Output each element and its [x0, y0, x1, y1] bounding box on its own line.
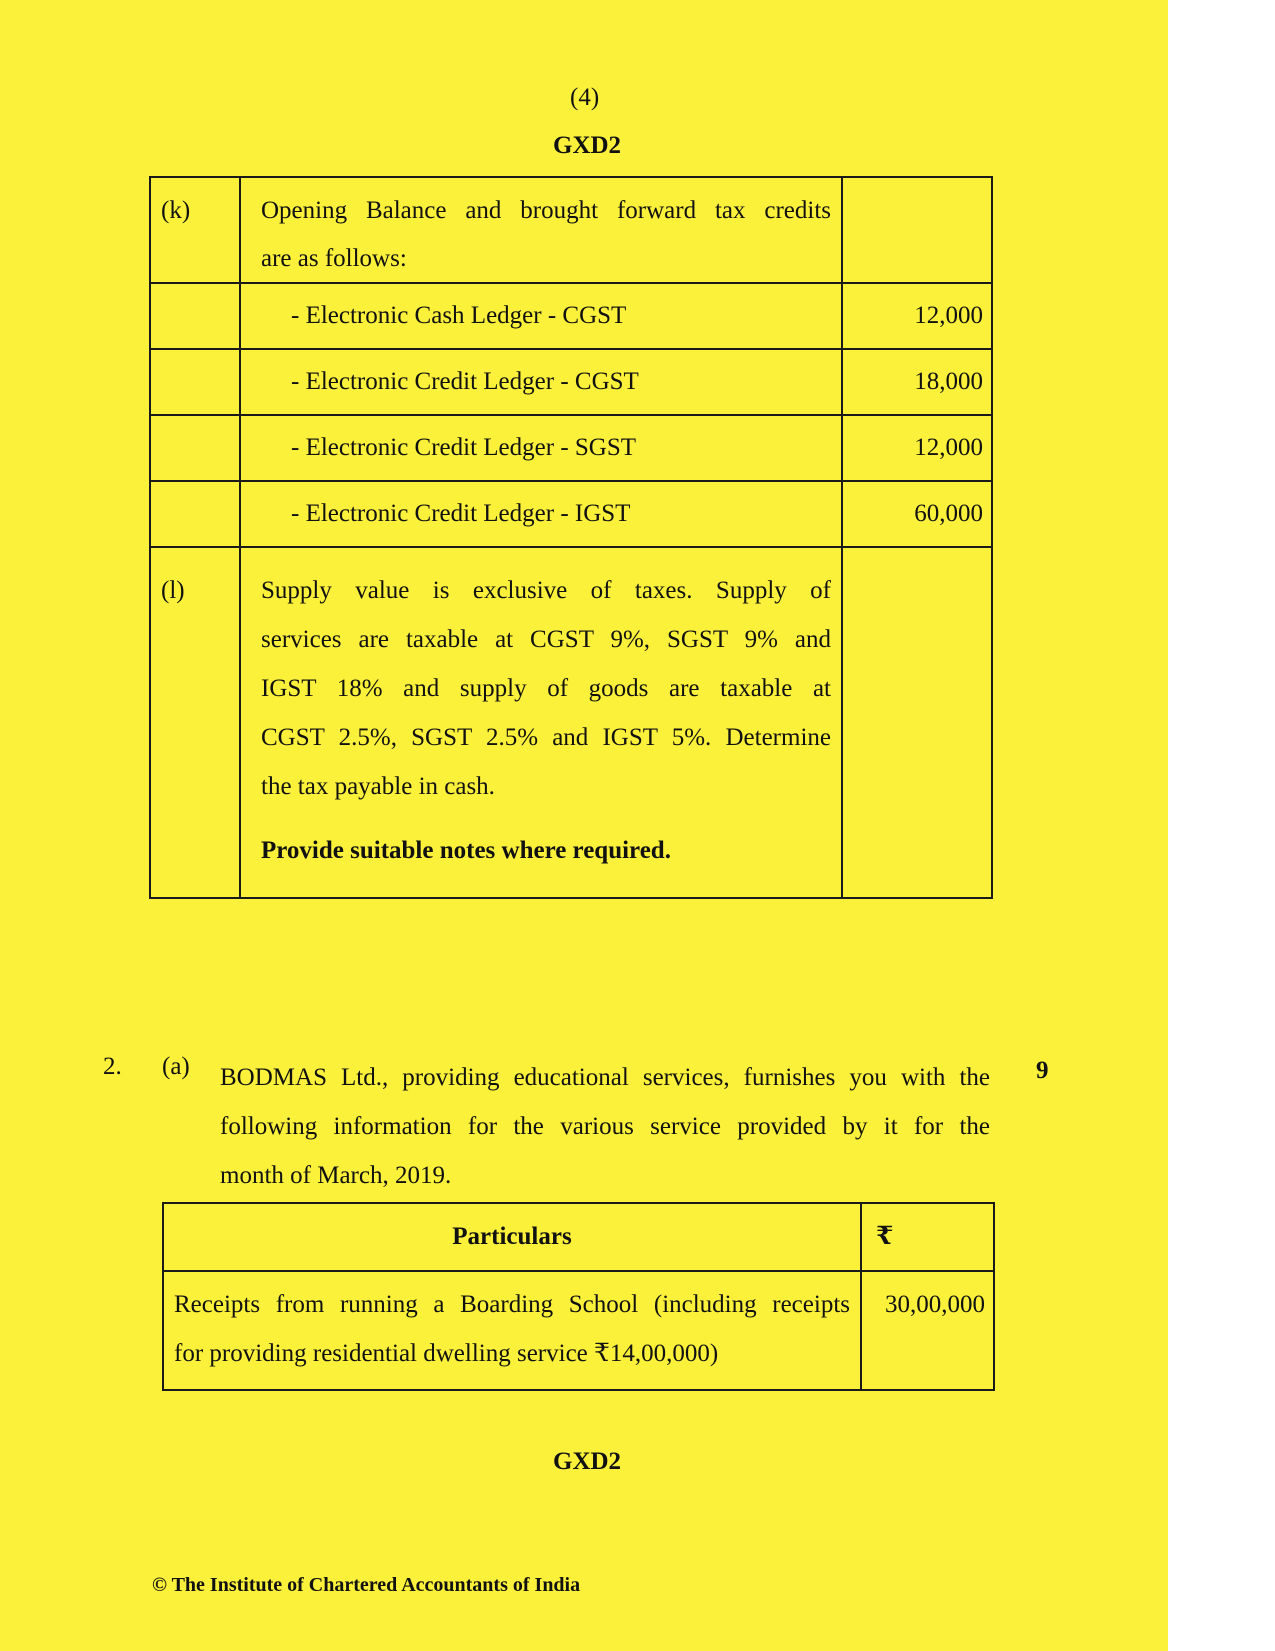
ledger-amount: 12,000 [914, 302, 983, 329]
ledger-amount: 12,000 [914, 434, 983, 461]
row-k-text-line2: are as follows: [261, 245, 407, 272]
page-number: (4) [570, 84, 600, 111]
row-l-text-line: the tax payable in cash. [261, 773, 495, 800]
receipts-row-line2: for providing residential dwelling service ₹14,00,000) [174, 1340, 719, 1367]
row-l-text-line: IGST 18% and supply of goods are taxable at [261, 675, 831, 702]
column-divider [239, 178, 241, 897]
receipts-amount: 30,00,000 [885, 1291, 985, 1318]
column-divider [841, 178, 843, 897]
row-divider [151, 414, 991, 416]
ledger-amount: 18,000 [914, 368, 983, 395]
row-l-text-line: services are taxable at CGST 9%, SGST 9% and [261, 626, 831, 653]
question-marks: 9 [1036, 1057, 1049, 1084]
question-line: month of March, 2019. [220, 1162, 452, 1189]
ledger-item: - Electronic Credit Ledger - CGST [291, 368, 639, 395]
header-currency: ₹ [876, 1223, 894, 1250]
ledger-amount: 60,000 [914, 500, 983, 527]
paper-code-bottom: GXD2 [553, 1448, 622, 1475]
ledger-item: - Electronic Credit Ledger - IGST [291, 500, 631, 527]
ledger-item: - Electronic Credit Ledger - SGST [291, 434, 637, 461]
question-text [220, 1053, 990, 1200]
copyright-footer: © The Institute of Chartered Accountants of India [152, 1574, 581, 1596]
row-label-k: (k) [161, 197, 191, 224]
ledger-item: - Electronic Cash Ledger - CGST [291, 302, 627, 329]
row-l-note: Provide suitable notes where required. [261, 837, 671, 864]
column-divider [860, 1204, 862, 1389]
row-divider [151, 546, 991, 548]
row-divider [151, 480, 991, 482]
receipts-table [162, 1202, 995, 1391]
question-number: 2. [103, 1053, 122, 1080]
question-sub-label: (a) [162, 1053, 190, 1080]
question-line: following information for the various service provided by it for the [220, 1113, 990, 1140]
tax-credit-table [149, 176, 993, 899]
paper-code-top: GXD2 [553, 132, 622, 159]
row-k-text-line1: Opening Balance and brought forward tax credits [261, 197, 831, 224]
receipts-row-line1: Receipts from running a Boarding School (including receipts [174, 1291, 850, 1318]
row-divider [164, 1270, 993, 1272]
row-label-l: (l) [161, 577, 185, 604]
header-particulars: Particulars [452, 1223, 572, 1250]
question-line: BODMAS Ltd., providing educational services, furnishes you with the [220, 1064, 990, 1091]
row-divider [151, 348, 991, 350]
row-l-text-line: CGST 2.5%, SGST 2.5% and IGST 5%. Determine [261, 724, 831, 751]
row-l-text-line: Supply value is exclusive of taxes. Supply of [261, 577, 831, 604]
